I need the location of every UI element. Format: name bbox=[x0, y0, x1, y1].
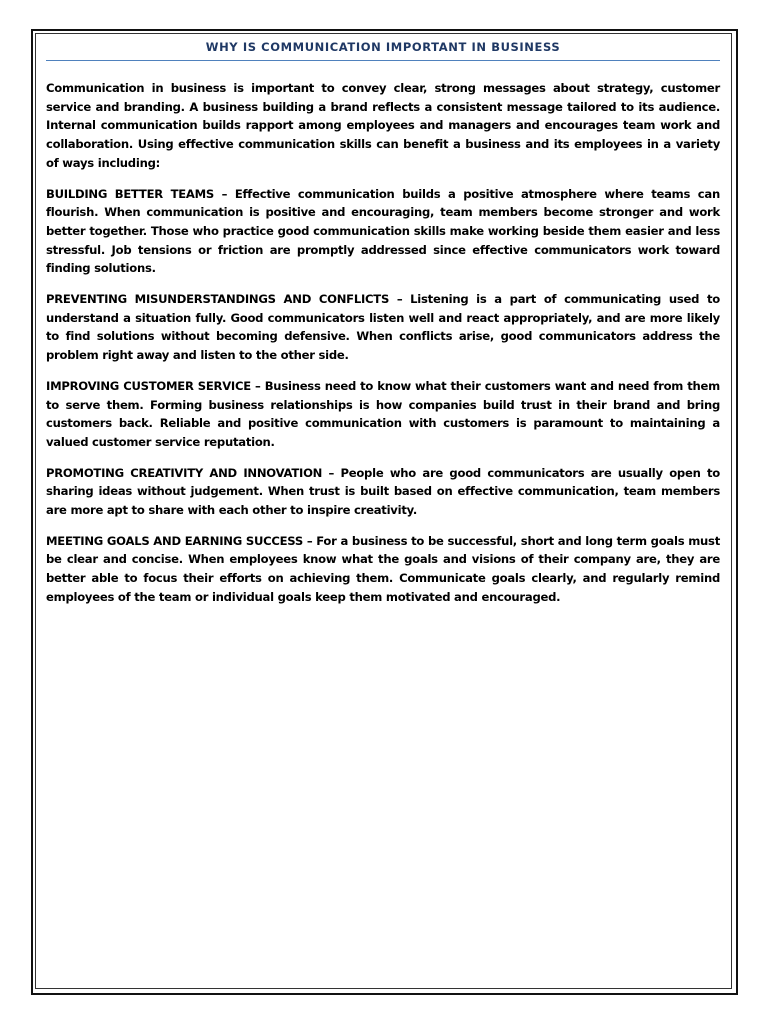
section-promoting-creativity bbox=[46, 464, 720, 520]
document-title: WHY IS COMMUNICATION IMPORTANT IN BUSINESS bbox=[46, 40, 720, 61]
section-heading: MEETING GOALS AND EARNING SUCCESS bbox=[46, 533, 303, 548]
section-body: – For a business to be successful, short and long term goals must be clear and concise. When employees know what the goals and visions of their company are, they are better able to focus their efforts on achieving them. Communicate goals clearly, and regularly remind employees of the team or individual goals keep them motivated and encouraged. bbox=[46, 533, 720, 604]
section-body: – Listening is a part of communicating used to understand a situation fully. Good communicators listen well and react appropriately, and are more likely to find solutions without becoming defensive. When conflicts arise, good communicators address the problem right away and listen to the other side. bbox=[46, 292, 720, 363]
section-body: – People who are good communicators are usually open to sharing ideas without judgement. When trust is built based on effective communication, team members are more apt to share with each other to inspire creativity. bbox=[46, 465, 720, 518]
intro-paragraph: Communication in business is important to convey clear, strong messages about strategy, customer service and branding. A business building a brand reflects a consistent message tailored to its audience. Internal communication builds rapport among employees and managers and encourages team work and collaboration. Using effective communication skills can benefit a business and its employees in a variety of ways including: bbox=[46, 81, 720, 170]
section-meeting-goals bbox=[46, 532, 720, 607]
section-heading: BUILDING BETTER TEAMS bbox=[46, 186, 215, 201]
section-body: – Effective communication builds a positive atmosphere where teams can flourish. When communication is positive and encouraging, team members become stronger and work better together. Those who practice good communication skills make working beside them easier and less stressful. Job tensions or friction are promptly addressed since effective communicators work toward finding solutions. bbox=[46, 186, 720, 276]
section-improving-customer-service bbox=[46, 377, 720, 452]
section-heading: PREVENTING MISUNDERSTANDINGS AND CONFLICTS bbox=[46, 292, 390, 307]
document-body bbox=[46, 40, 720, 619]
section-building-better-teams bbox=[46, 185, 720, 279]
section-heading: PROMOTING CREATIVITY AND INNOVATION bbox=[46, 465, 323, 480]
section-preventing-misunderstandings bbox=[46, 290, 720, 365]
section-body: – Business need to know what their customers want and need from them to serve them. Forming business relationships is how companies build trust in their brand and bring customers back. Reliable and positive communication with customers is paramount to maintaining a valued customer service reputation. bbox=[46, 378, 721, 449]
section-heading: IMPROVING CUSTOMER SERVICE bbox=[46, 378, 251, 393]
